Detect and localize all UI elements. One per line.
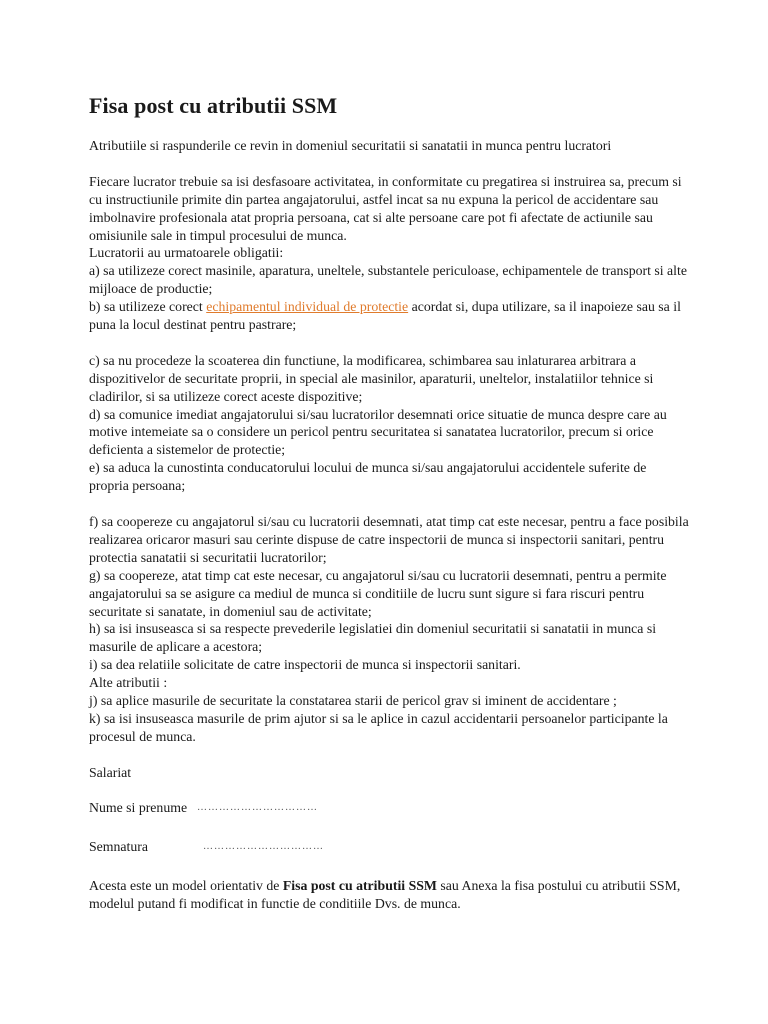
signature-row <box>89 838 689 859</box>
page-title: Fisa post cu atributii SSM <box>89 93 338 118</box>
obligation-item-h: h) sa isi insuseasca si sa respecte prevederile legislatiei din domeniul securitatii si sanatatii in munca si masurile de aplicare a acestora; <box>89 621 657 655</box>
obligation-item-e: e) sa aduca la cunostinta conducatorului locului de munca si/sau angajatorului accidentele suferite de propria persoana; <box>89 460 647 494</box>
intro-paragraph: Fiecare lucrator trebuie sa isi desfasoare activitatea, in conformitate cu pregatirea si instruirea sa, precum si cu instructiunile primite din partea angajatorului, astfel incat sa nu expuna la pericol de accidentare sau imbolnavire profesionala atat propria persoana, cat si alte persoane care pot fi afectate de actiunile sau omisiunile sale in timpul procesului de munca. <box>89 173 682 243</box>
employee-label: Salariat <box>89 764 132 780</box>
signature-label: Semnatura <box>89 839 149 855</box>
obligation-item-b-text-end: acordat si, dupa utilizare, sa il inapoieze sau sa il puna la locul destinat pentru pastrare; <box>89 299 681 333</box>
name-row <box>89 799 689 820</box>
name-fill-line: …………………………… <box>197 802 318 814</box>
footer-text-start: Acesta este un model orientativ de <box>89 878 283 894</box>
obligation-item-a: a) sa utilizeze corect masinile, aparatura, uneltele, substantele periculoase, echipamentele de transport si alte mijloace de productie; <box>89 263 687 297</box>
obligation-item-g: g) sa coopereze, atat timp cat este necesar, cu angajatorul si/sau cu lucratorii desemnati, pentru a permite angajatorului sa se asigure ca mediul de munca si conditiile de lucru sunt sigure si fara riscuri pentru securitate si sanatate, in domeniul sau de activitate; <box>89 567 667 619</box>
obligation-item-b <box>89 298 689 334</box>
document-subtitle: Atributiile si raspunderile ce revin in domeniul securitatii si sanatatii in munca pentru lucratori <box>89 138 612 153</box>
other-duties-heading: Alte atributii : <box>89 675 168 691</box>
obligation-item-f: f) sa coopereze cu angajatorul si/sau cu lucratorii desemnati, atat timp cat este necesar, pentru a face posibila realizarea oricaror masuri sau cerinte dispuse de catre inspectorii de munca si inspectorii sanitari, pentru protectia sanatatii si securitatii lucratorilor; <box>89 513 689 565</box>
footer-text-end: sau Anexa la fisa postului cu atributii SSM, modelul putand fi modificat in functie de conditiile Dvs. de munca. <box>89 878 681 911</box>
protective-equipment-link[interactable]: echipamentul individual de protectie <box>206 299 409 315</box>
obligations-heading: Lucratorii au urmatoarele obligatii: <box>89 245 284 261</box>
duty-item-k: k) sa isi insuseasca masurile de prim ajutor si sa le aplice in cazul accidentarii persoanelor participante la procesul de munca. <box>89 710 668 744</box>
footer-bold-title: Fisa post cu atributii SSM <box>282 878 437 894</box>
obligation-item-d: d) sa comunice imediat angajatorului si/sau lucratorilor desemnati orice situatie de munca despre care au motive intemeiate sa o considere un pericol pentru securitatea si sanatatea lucratorilor, precum si orice deficienta a sistemelor de protectie; <box>89 406 667 458</box>
footer-note <box>89 877 689 913</box>
obligation-item-c: c) sa nu procedeze la scoaterea din functiune, la modificarea, schimbarea sau inlaturarea arbitrara a dispozitivelor de securitate proprii, in special ale masinilor, aparaturii, uneltelor, instalatiilor tehnice si cladirilor, si sa utilizeze corect aceste dispozitive; <box>89 352 654 404</box>
duty-item-j: j) sa aplice masurile de securitate la constatarea starii de pericol grav si iminent de accidentare ; <box>89 693 617 709</box>
signature-fill-line: …………………………… <box>203 841 324 853</box>
obligation-item-b-text-start: b) sa utilizeze corect <box>89 299 207 315</box>
obligation-item-i: i) sa dea relatiile solicitate de catre inspectorii de munca si inspectorii sanitari. <box>89 657 521 673</box>
name-label: Nume si prenume <box>89 800 188 816</box>
document-page <box>89 92 689 913</box>
